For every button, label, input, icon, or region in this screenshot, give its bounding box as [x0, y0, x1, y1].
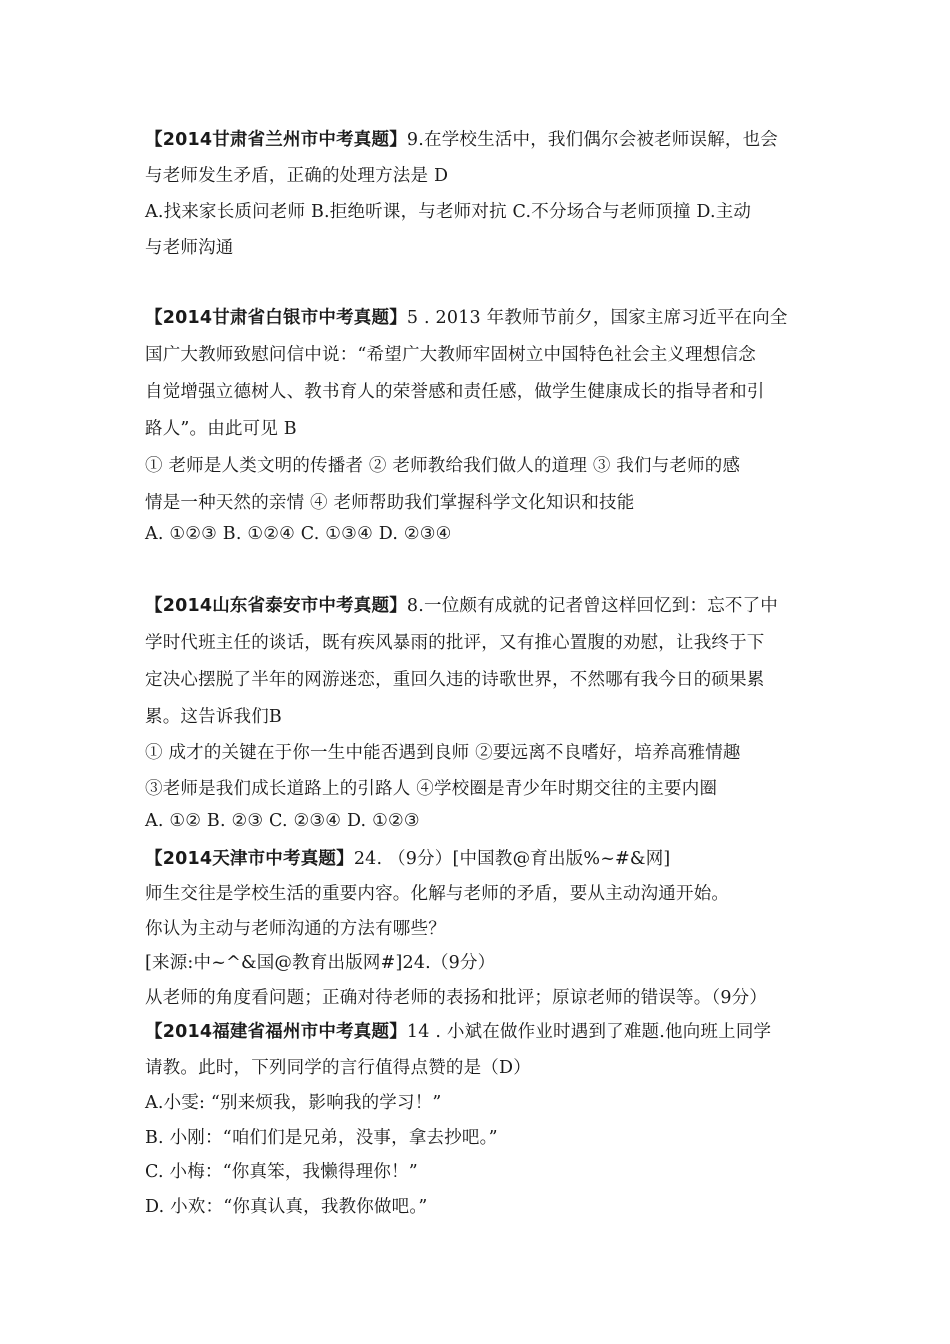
q1-line-2: 与老师发生矛盾，正确的处理方法是 D [145, 166, 449, 186]
q5-line-2: 请教。此时，下列同学的言行值得点赞的是（D） [145, 1058, 531, 1078]
q5-option-b: B. 小刚：“咱们们是兄弟，没事，拿去抄吧。” [145, 1128, 498, 1148]
q2-statements-line-2: 情是一种天然的亲情 ④ 老师帮助我们掌握科学文化知识和技能 [145, 493, 635, 513]
q2-line-4: 路人”。由此可见 B [145, 419, 297, 439]
q1-options-line: A.找来家长质问老师 B.拒绝听课，与老师对抗 C.不分场合与老师顶撞 D.主动 [145, 202, 752, 222]
q5-source: 【2014福建省福州市中考真题】 [145, 1022, 407, 1042]
q4-answer: 从老师的角度看问题；正确对待老师的表扬和批评；原谅老师的错误等。（9分） [145, 988, 768, 1008]
q3-line-2: 学时代班主任的谈话，既有疾风暴雨的批评，又有推心置腹的劝慰，让我终于下 [145, 633, 765, 653]
q3-line-3: 定决心摆脱了半年的网游迷恋，重回久违的诗歌世界，不然哪有我今日的硕果累 [145, 670, 765, 690]
q5-option-c: C. 小梅：“你真笨，我懒得理你！” [145, 1162, 418, 1182]
q1-options-line-2: 与老师沟通 [145, 238, 234, 258]
q3-source: 【2014山东省泰安市中考真题】 [145, 596, 407, 616]
q2-statements-line-1: ① 老师是人类文明的传播者 ② 老师教给我们做人的道理 ③ 我们与老师的感 [145, 456, 741, 476]
q3-line-4: 累。这告诉我们B [145, 707, 282, 727]
q1-line-1: 【2014甘肃省兰州市中考真题】9.在学校生活中，我们偶尔会被老师误解，也会 [145, 130, 779, 150]
q5-option-d: D. 小欢：“你真认真，我教你做吧。” [145, 1197, 428, 1217]
q3-statements-line-1: ① 成才的关键在于你一生中能否遇到良师 ②要远离不良嗜好，培养高雅情趣 [145, 743, 741, 763]
q3-line-1: 【2014山东省泰安市中考真题】8.一位颇有成就的记者曾这样回忆到：忘不了中 [145, 596, 779, 616]
q4-line-3: 你认为主动与老师沟通的方法有哪些？ [145, 919, 446, 939]
q4-line-1: 【2014天津市中考真题】24. （9分）[中国教@育出版%~#&网] [145, 849, 671, 869]
q5-line-1: 【2014福建省福州市中考真题】14 . 小斌在做作业时遇到了难题.他向班上同学 [145, 1022, 772, 1042]
q1-source: 【2014甘肃省兰州市中考真题】 [145, 130, 407, 150]
q3-options-line: A. ①② B. ②③ C. ②③④ D. ①②③ [145, 811, 420, 831]
q2-line-1: 【2014甘肃省白银市中考真题】5 . 2013 年教师节前夕，国家主席习近平在向全 [145, 308, 788, 328]
q5-option-a: A.小雯: “别来烦我，影响我的学习！” [145, 1093, 442, 1113]
q3-statements-line-2: ③老师是我们成长道路上的引路人 ④学校圈是青少年时期交往的主要内圈 [145, 779, 718, 799]
q2-line-2: 国广大教师致慰问信中说：“希望广大教师牢固树立中国特色社会主义理想信念 [145, 345, 756, 365]
q2-options-line: A. ①②③ B. ①②④ C. ①③④ D. ②③④ [145, 524, 452, 544]
q4-source: 【2014天津市中考真题】 [145, 849, 354, 869]
q4-line-4: [来源:中~^&国@教育出版网#]24.（9分） [145, 953, 496, 973]
q2-source: 【2014甘肃省白银市中考真题】 [145, 308, 407, 328]
q4-line-2: 师生交往是学校生活的重要内容。化解与老师的矛盾，要从主动沟通开始。 [145, 884, 730, 904]
q2-line-3: 自觉增强立德树人、教书育人的荣誉感和责任感，做学生健康成长的指导者和引 [145, 382, 765, 402]
